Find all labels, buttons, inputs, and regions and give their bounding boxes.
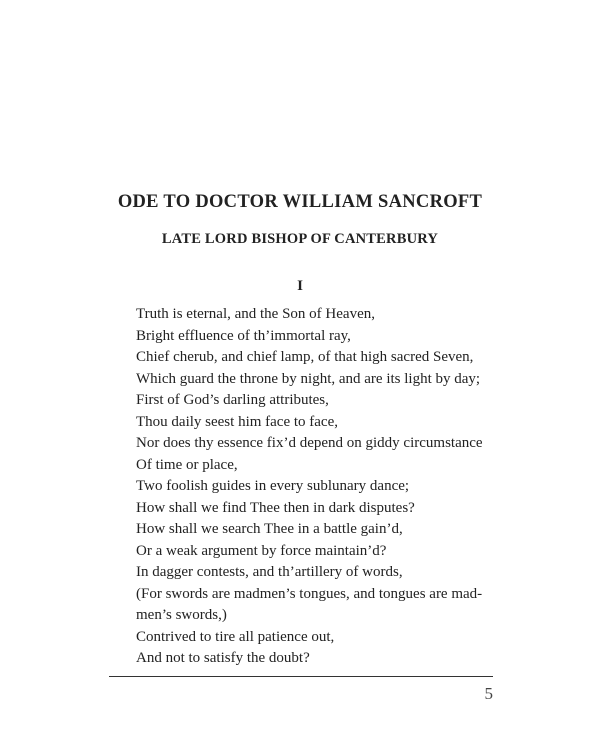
poem-line: Contrived to tire all patience out, [136,628,335,645]
poem-line: Chief cherub, and chief lamp, of that high sacred Seven, [136,349,474,365]
poem-line: Two foolish guides in every sublunary dance; [136,478,410,494]
poem-line: Bright effluence of th’immortal ray, [136,327,351,344]
page-number: 5 [484,684,493,703]
poem-line: And not to satisfy the doubt? [136,650,310,666]
poem-line: Of time or place, [136,456,238,473]
poem-line: First of God’s darling attributes, [136,392,329,408]
poem-line: How shall we find Thee then in dark disputes? [136,499,415,516]
poem-title: ODE TO DOCTOR WILLIAM SANCROFT [117,192,483,212]
poem-line: How shall we search Thee in a battle gain’d, [136,521,403,537]
footer-rule [109,676,493,677]
poem-line: Or a weak argument by force maintain’d? [136,542,387,559]
section-numeral: I [297,278,303,294]
poem-line: Thou daily seest him face to face, [136,413,339,430]
poem-subtitle: LATE LORD BISHOP OF CANTERBURY [161,231,439,247]
stanza [136,304,496,670]
poem-line: men’s swords,) [136,607,227,623]
poem-line: In dagger contests, and th’artillery of words, [136,564,403,580]
poem-line: Nor does thy essence fix’d depend on giddy circumstance [136,435,483,451]
poem-line: Which guard the throne by night, and are its light by day; [136,370,481,387]
poem-line: (For swords are madmen’s tongues, and tongues are mad- [136,585,483,602]
poem-line: Truth is eternal, and the Son of Heaven, [136,306,375,322]
